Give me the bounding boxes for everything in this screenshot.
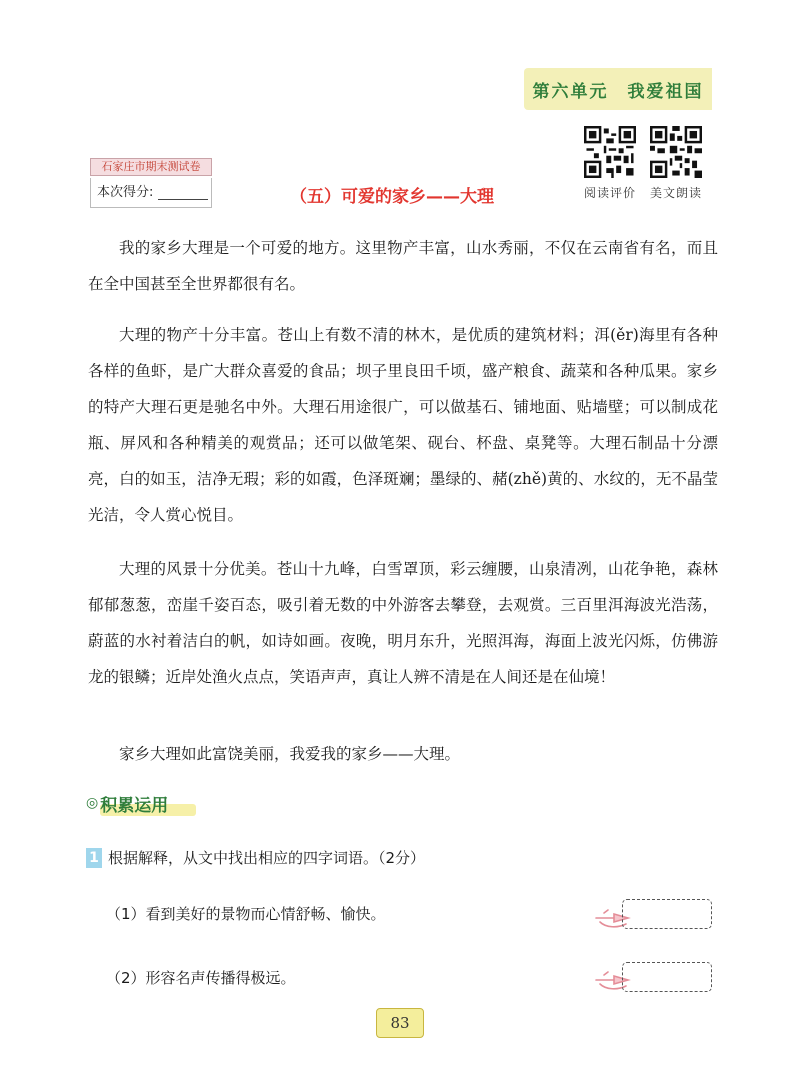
- sub-question: （2）形容名声传播得极远。: [106, 969, 296, 987]
- page-number: 83: [376, 1008, 424, 1038]
- paragraph: 家乡大理如此富饶美丽，我爱我的家乡——大理。: [119, 745, 461, 763]
- score-blank[interactable]: [158, 185, 208, 200]
- exam-source-tag: 石家庄市期末测试卷: [90, 158, 212, 176]
- section-title: 积累运用: [100, 795, 169, 816]
- question-number: 1: [86, 848, 102, 868]
- score-box: [90, 178, 212, 208]
- answer-box[interactable]: [622, 899, 712, 929]
- qr-code-icon: [584, 126, 636, 178]
- qr-code-icon: [650, 126, 702, 178]
- qr-code-reading-review[interactable]: [584, 126, 636, 201]
- unit-banner: 第六单元 我爱祖国: [524, 68, 712, 110]
- question-prompt: 根据解释，从文中找出相应的四字词语。（2分）: [108, 849, 426, 867]
- qr-code-audio-reading[interactable]: [650, 126, 702, 201]
- qr-label: 美文朗读: [650, 186, 703, 200]
- section-header: [86, 790, 190, 816]
- paragraph: 大理的物产十分丰富。苍山上有数不清的林木，是优质的建筑材料；洱(ěr)海里有各种各样的鱼虾，是广大群众喜爱的食品；坝子里良田千顷，盛产粮食、蔬菜和各种瓜果。家乡的特产大理石更是驰名中外。大理石用途很广，可以做基石、铺地面、贴墙壁；可以制成花瓶、屏风和各种精美的观赏品；还可以做笔架、砚台、杯盘、桌凳等。大理石制品十分漂亮，白的如玉，洁净无瑕；彩的如霞，色泽斑斓；墨绿的、赭(zhě)黄的、水纹的，无不晶莹光洁，令人赏心悦目。: [88, 326, 718, 524]
- paragraph: 大理的风景十分优美。苍山十九峰，白雪罩顶，彩云缠腰，山泉清冽，山花争艳，森林郁郁葱葱，峦崖千姿百态，吸引着无数的中外游客去攀登，去观赏。三百里洱海波光浩荡，蔚蓝的水衬着洁白的帆，如诗如画。夜晚，明月东升，光照洱海，海面上波光闪烁，仿佛游龙的银鳞；近岸处渔火点点，笑语声声，真让人辨不清是在人间还是在仙境！: [88, 560, 718, 686]
- sub-question: （1）看到美好的景物而心情舒畅、愉快。: [106, 905, 386, 923]
- score-label: 本次得分:: [97, 185, 154, 200]
- paragraph: 我的家乡大理是一个可爱的地方。这里物产丰富，山水秀丽，不仅在云南省有名，而且在全中国甚至全世界都很有名。: [88, 239, 718, 293]
- passage-title: （五）可爱的家乡——大理: [290, 187, 494, 207]
- qr-label: 阅读评价: [584, 186, 637, 200]
- section-marker-icon: ◎: [86, 795, 99, 811]
- answer-box[interactable]: [622, 962, 712, 992]
